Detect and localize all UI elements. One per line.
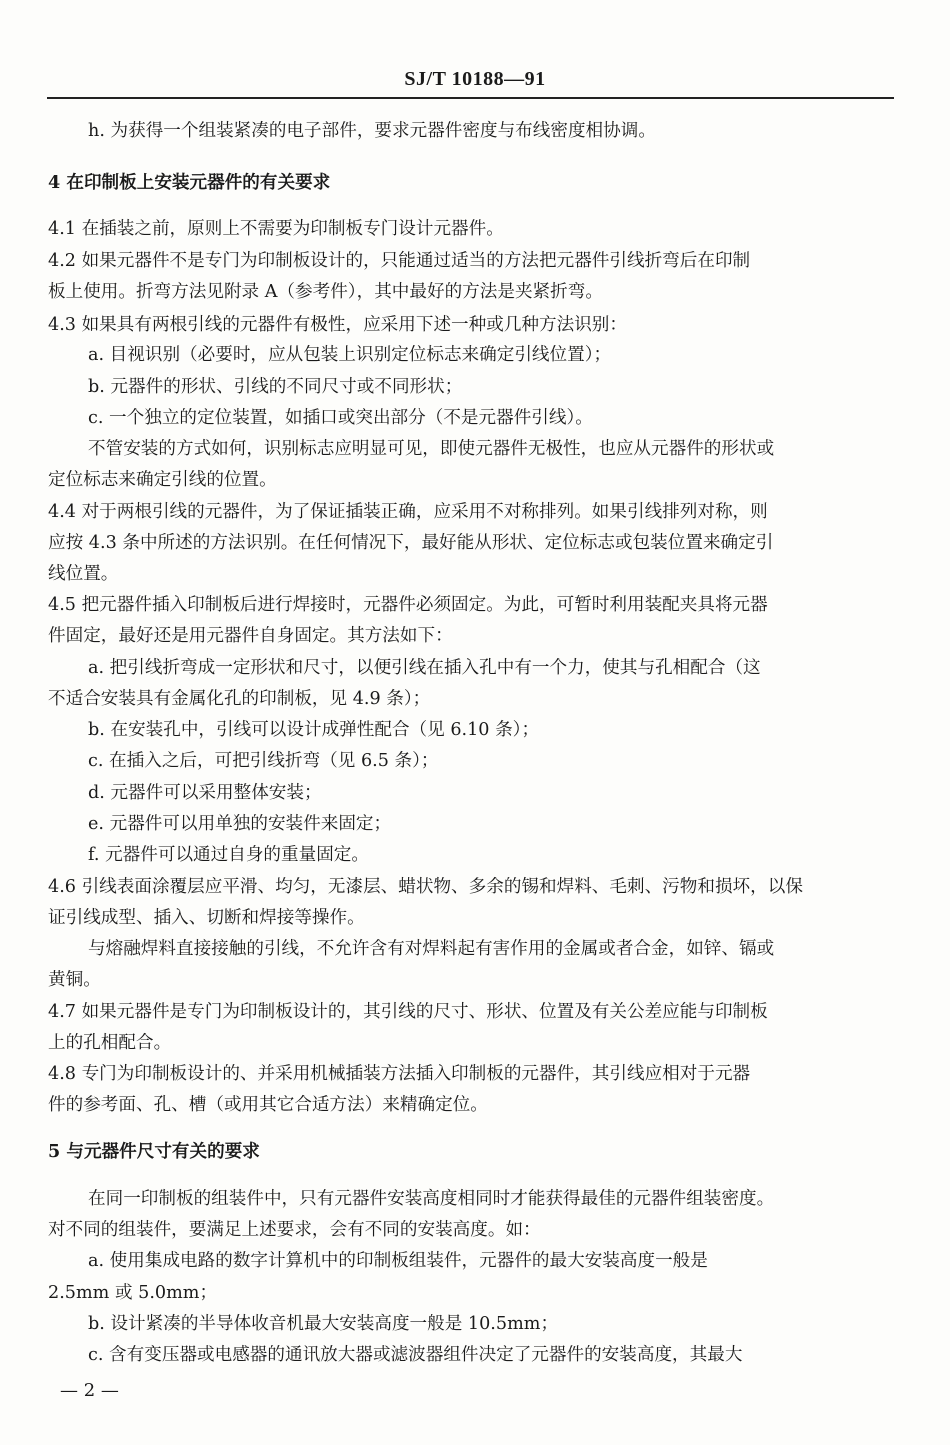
list-item-4-5-d: d. 元器件可以采用整体安装； bbox=[88, 783, 322, 803]
list-item-5-a-line-2: 2.5mm 或 5.0mm； bbox=[48, 1283, 218, 1303]
list-item-4-5-c: c. 在插入之后，可把引线折弯（见 6.5 条）； bbox=[88, 751, 439, 771]
section-heading-5: 5 与元器件尺寸有关的要求 bbox=[48, 1141, 260, 1162]
list-item-5-c: c. 含有变压器或电感器的通讯放大器或滤波器组件决定了元器件的安装高度，其最大 bbox=[88, 1345, 743, 1365]
page-number: — 2 — bbox=[60, 1380, 119, 1401]
clause-4-6-line-1: 4.6 引线表面涂覆层应平滑、均匀，无漆层、蜡状物、多余的锡和焊料、毛刺、污物和损坏，以保 bbox=[48, 877, 803, 897]
paragraph-4-6-note-line-1: 与熔融焊料直接接触的引线，不允许含有对焊料起有害作用的金属或者合金，如锌、镉或 bbox=[88, 939, 775, 959]
list-item-4-3-b: b. 元器件的形状、引线的不同尺寸或不同形状； bbox=[88, 377, 463, 397]
list-item-4-3-a: a. 目视识别（必要时，应从包装上识别定位标志来确定引线位置）； bbox=[88, 345, 612, 365]
list-item-5-a-line-1: a. 使用集成电路的数字计算机中的印制板组装件，元器件的最大安装高度一般是 bbox=[88, 1251, 708, 1271]
list-item-4-5-f: f. 元器件可以通过自身的重量固定。 bbox=[88, 845, 369, 865]
list-item-4-5-b: b. 在安装孔中，引线可以设计成弹性配合（见 6.10 条）； bbox=[88, 720, 540, 740]
document-code: SJ/T 10188—91 bbox=[404, 68, 546, 90]
clause-4-3: 4.3 如果具有两根引线的元器件有极性，应采用下述一种或几种方法识别： bbox=[48, 315, 627, 335]
clause-4-2-line-2: 板上使用。折弯方法见附录 A（参考件），其中最好的方法是夹紧折弯。 bbox=[48, 282, 603, 302]
clause-4-4-line-3: 线位置。 bbox=[48, 564, 119, 584]
paragraph-5-line-1: 在同一印制板的组装件中，只有元器件安装高度相同时才能获得最佳的元器件组装密度。 bbox=[88, 1189, 775, 1209]
list-item-4-5-a-line-2: 不适合安装具有金属化孔的印制板，见 4.9 条）； bbox=[48, 689, 431, 709]
clause-4-8-line-2: 件的参考面、孔、槽（或用其它合适方法）来精确定位。 bbox=[48, 1095, 488, 1115]
clause-4-4-line-2: 应按 4.3 条中所述的方法识别。在任何情况下，最好能从形状、定位标志或包装位置来确定引 bbox=[48, 533, 774, 553]
clause-4-6-line-2: 证引线成型、插入、切断和焊接等操作。 bbox=[48, 908, 365, 928]
clause-4-5-line-1: 4.5 把元器件插入印制板后进行焊接时，元器件必须固定。为此，可暂时利用装配夹具将元器 bbox=[48, 595, 768, 615]
paragraph-4-6-note-line-2: 黄铜。 bbox=[48, 970, 101, 990]
paragraph-4-3-note-line-1: 不管安装的方式如何，识别标志应明显可见，即使元器件无极性，也应从元器件的形状或 bbox=[88, 439, 775, 459]
clause-4-8-line-1: 4.8 专门为印制板设计的、并采用机械插装方法插入印制板的元器件，其引线应相对于元器 bbox=[48, 1064, 751, 1084]
clause-4-2-line-1: 4.2 如果元器件不是专门为印制板设计的，只能通过适当的方法把元器件引线折弯后在印制 bbox=[48, 251, 751, 271]
clause-4-7-line-1: 4.7 如果元器件是专门为印制板设计的，其引线的尺寸、形状、位置及有关公差应能与印制板 bbox=[48, 1002, 768, 1022]
list-item-5-b: b. 设计紧凑的半导体收音机最大安装高度一般是 10.5mm； bbox=[88, 1314, 559, 1334]
paragraph-5-line-2: 对不同的组装件，要满足上述要求，会有不同的安装高度。如： bbox=[48, 1220, 541, 1240]
clause-4-7-line-2: 上的孔相配合。 bbox=[48, 1033, 172, 1053]
clause-4-4-line-1: 4.4 对于两根引线的元器件，为了保证插装正确，应采用不对称排列。如果引线排列对称，则 bbox=[48, 502, 768, 522]
clause-4-5-line-2: 件固定，最好还是用元器件自身固定。其方法如下： bbox=[48, 626, 453, 646]
list-item-h: h. 为获得一个组装紧凑的电子部件，要求元器件密度与布线密度相协调。 bbox=[88, 121, 656, 141]
list-item-4-3-c: c. 一个独立的定位装置，如插口或突出部分（不是元器件引线）。 bbox=[88, 408, 593, 428]
header-rule bbox=[47, 97, 894, 99]
paragraph-4-3-note-line-2: 定位标志来确定引线的位置。 bbox=[48, 470, 277, 490]
section-heading-4: 4 在印制板上安装元器件的有关要求 bbox=[48, 172, 331, 193]
clause-4-1: 4.1 在插装之前，原则上不需要为印制板专门设计元器件。 bbox=[48, 219, 504, 239]
list-item-4-5-a-line-1: a. 把引线折弯成一定形状和尺寸，以便引线在插入孔中有一个力，使其与孔相配合（这 bbox=[88, 658, 761, 678]
list-item-4-5-e: e. 元器件可以用单独的安装件来固定； bbox=[88, 814, 392, 834]
